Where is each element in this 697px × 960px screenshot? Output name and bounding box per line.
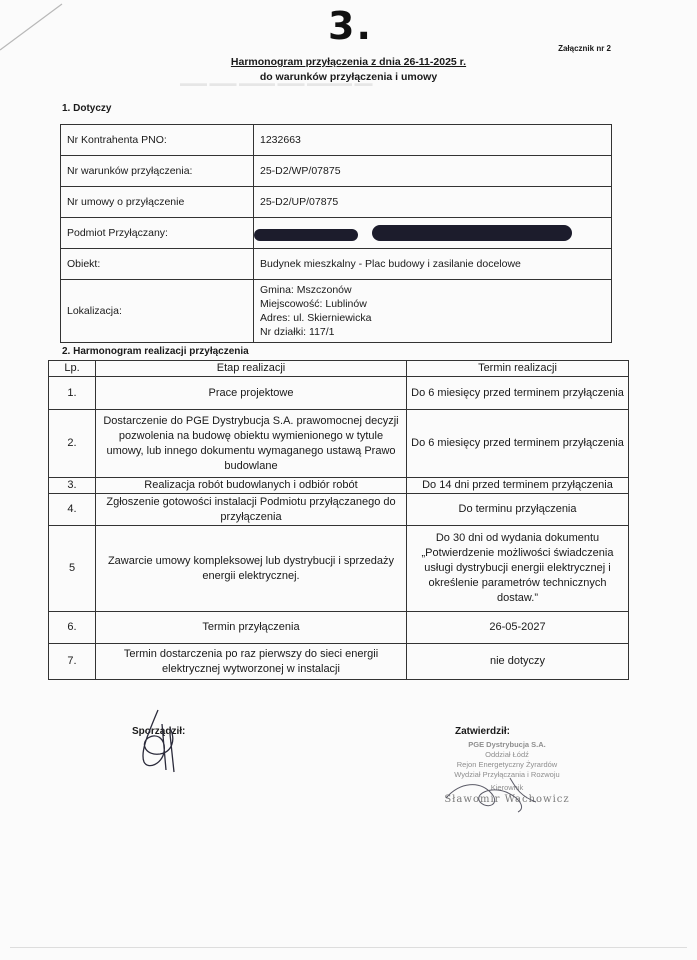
approved-by-label: Zatwierdził: xyxy=(455,726,511,737)
cell-stage: Zawarcie umowy kompleksowej lub dystrybucji i sprzedaży energii elektrycznej. xyxy=(96,526,407,612)
table-row xyxy=(49,644,629,680)
prepared-by-label: Sporządził: xyxy=(132,726,186,737)
cell-stage: Prace projektowe xyxy=(96,377,407,410)
signature-right xyxy=(440,772,550,816)
stamp-line: Oddział Łódź xyxy=(485,750,529,759)
row-label: Nr warunków przyłączenia: xyxy=(61,156,254,187)
cell-term: nie dotyczy xyxy=(407,644,629,680)
cell-lp: 7. xyxy=(49,644,96,680)
table-row xyxy=(61,125,612,156)
bleed-through-shadow: ▬▬▬ ▬▬▬ ▬▬▬▬ ▬▬▬ ▬▬▬▬▬ ▬▬ xyxy=(180,78,373,88)
folded-corner-mark xyxy=(0,0,80,60)
location-line: Gmina: Mszczonów xyxy=(260,284,352,296)
cell-lp: 1. xyxy=(49,377,96,410)
redaction-mark xyxy=(254,229,358,241)
cell-lp: 3. xyxy=(49,478,96,494)
cell-stage: Realizacja robót budowlanych i odbiór robót xyxy=(96,478,407,494)
row-value: 25-D2/UP/07875 xyxy=(254,187,612,218)
table-row xyxy=(49,410,629,478)
table-row xyxy=(49,377,629,410)
section1-heading: 1. Dotyczy xyxy=(62,103,112,114)
redaction-mark xyxy=(372,225,572,241)
table-row xyxy=(61,280,612,343)
cell-lp: 4. xyxy=(49,494,96,526)
row-value: 25-D2/WP/07875 xyxy=(254,156,612,187)
row-label: Nr umowy o przyłączenie xyxy=(61,187,254,218)
cell-lp: 2. xyxy=(49,410,96,478)
annex-label: Załącznik nr 2 xyxy=(558,44,611,53)
schedule-table xyxy=(48,360,629,680)
table-row xyxy=(49,526,629,612)
row-value: 1232663 xyxy=(254,125,612,156)
cell-term: Do 14 dni przed terminem przyłączenia xyxy=(407,478,629,494)
location-line: Miejscowość: Lublinów xyxy=(260,298,367,310)
bottom-edge xyxy=(10,947,687,948)
stamp-line: PGE Dystrybucja S.A. xyxy=(468,740,546,749)
cell-term: Do 6 miesięcy przed terminem przyłączenia xyxy=(407,377,629,410)
stamp-line: Rejon Energetyczny Żyrardów xyxy=(456,760,558,769)
header-lp: Lp. xyxy=(49,361,96,377)
row-label: Lokalizacja: xyxy=(61,280,254,343)
section2-heading: 2. Harmonogram realizacji przyłączenia xyxy=(62,346,249,357)
cell-stage: Dostarczenie do PGE Dystrybucja S.A. prawomocnej decyzji pozwolenia na budowę obiektu wymienionego w tytule umowy, lub innego dokumentu wymaganego ustawą Prawo budowlane xyxy=(96,410,407,478)
cell-term: Do 6 miesięcy przed terminem przyłączenia xyxy=(407,410,629,478)
table-row xyxy=(49,478,629,494)
location-value xyxy=(254,280,612,343)
cell-term: Do terminu przyłączenia xyxy=(407,494,629,526)
stamp-name: Sławomir Wachowicz xyxy=(444,794,570,805)
cell-term: Do 30 dni od wydania dokumentu „Potwierdzenie możliwości świadczenia usługi dystrybucji energii elektrycznej i określenie parametrów technicznych dostaw.” xyxy=(407,526,629,612)
cell-stage: Termin dostarczenia po raz pierwszy do sieci energii elektrycznej wytworzonej w instalacji xyxy=(96,644,407,680)
row-label: Obiekt: xyxy=(61,249,254,280)
table-header-row xyxy=(49,361,629,377)
document-title: Harmonogram przyłączenia z dnia 26-11-2025 r. xyxy=(230,56,467,68)
table-row xyxy=(49,612,629,644)
header-term: Termin realizacji xyxy=(407,361,629,377)
header-stage: Etap realizacji xyxy=(96,361,407,377)
stamp-line: Kierownik xyxy=(490,783,524,792)
table-row xyxy=(49,494,629,526)
table-row xyxy=(61,187,612,218)
location-line: Nr działki: 117/1 xyxy=(260,326,335,338)
table-row xyxy=(61,156,612,187)
location-line: Adres: ul. Skierniewicka xyxy=(260,312,372,324)
row-value: Budynek mieszkalny - Plac budowy i zasilanie docelowe xyxy=(254,249,612,280)
cell-term: 26-05-2027 xyxy=(407,612,629,644)
handwritten-page-number: 3. xyxy=(328,4,373,48)
cell-stage: Termin przyłączenia xyxy=(96,612,407,644)
document-subtitle: do warunków przyłączenia i umowy xyxy=(259,71,438,83)
row-label: Podmiot Przyłączany: xyxy=(61,218,254,249)
cell-lp: 5 xyxy=(49,526,96,612)
cell-lp: 6. xyxy=(49,612,96,644)
table-row xyxy=(61,249,612,280)
stamp-line: Wydział Przyłączania i Rozwoju xyxy=(454,770,560,779)
signature-left xyxy=(118,704,198,774)
cell-stage: Zgłoszenie gotowości instalacji Podmiotu przyłączanego do przyłączenia xyxy=(96,494,407,526)
row-label: Nr Kontrahenta PNO: xyxy=(61,125,254,156)
